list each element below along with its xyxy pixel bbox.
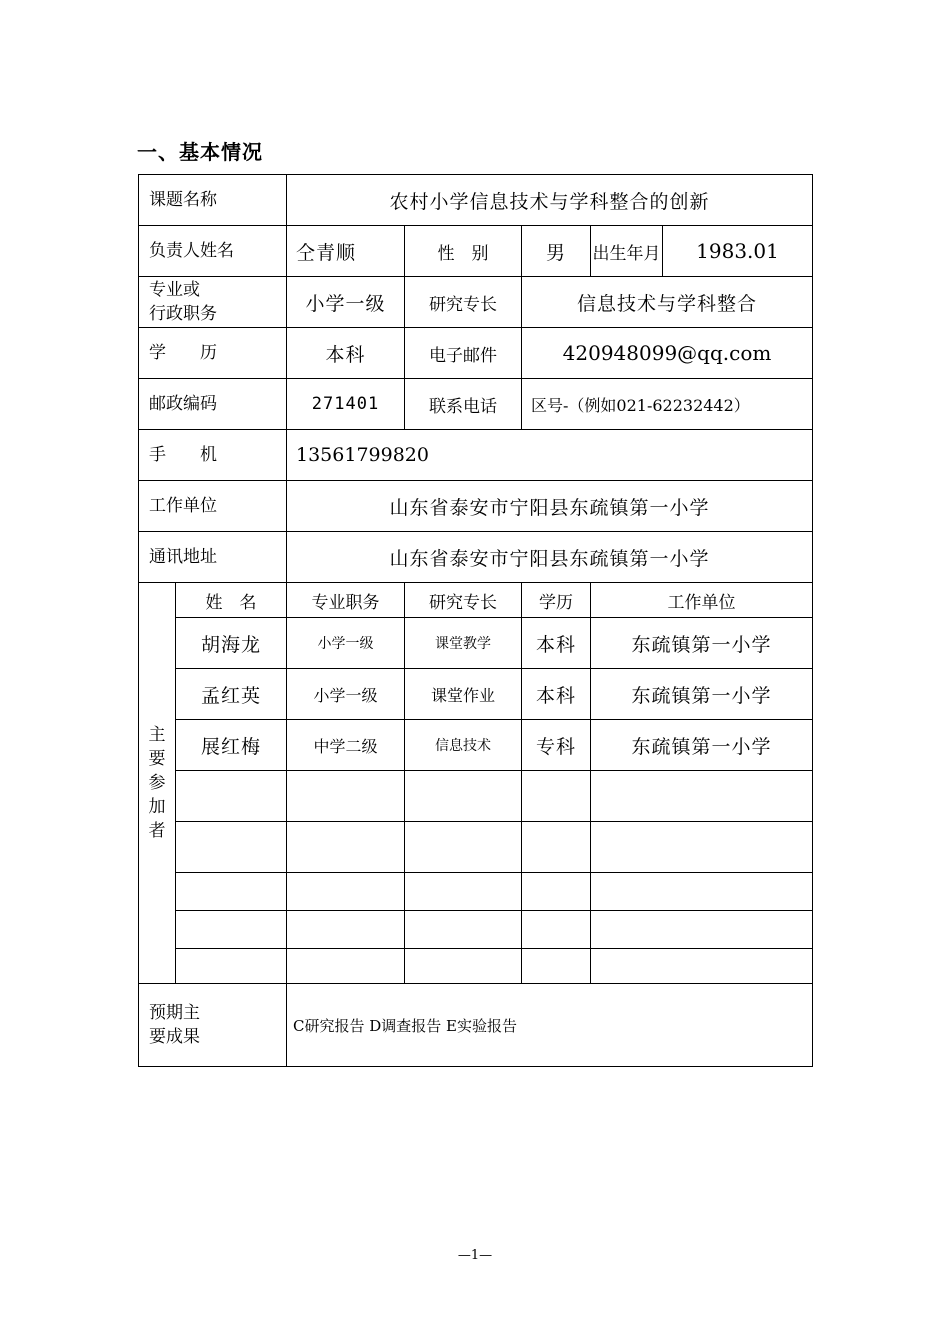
leader-value[interactable]: 仝青顺: [287, 226, 405, 277]
email-label: 电子邮件: [405, 328, 522, 379]
row-leader: [139, 226, 813, 277]
birth-label: 出生年月: [591, 226, 663, 277]
row-address: [139, 532, 813, 583]
phone-label: 联系电话: [405, 379, 522, 430]
education-label: 学 历: [139, 328, 287, 379]
empty-row: [139, 822, 813, 873]
empty-cell[interactable]: [591, 771, 813, 822]
leader-label: 负责人姓名: [139, 226, 287, 277]
title-value[interactable]: 小学一级: [287, 277, 405, 328]
participant-specialty[interactable]: 课堂教学: [405, 618, 522, 669]
results-label: [139, 984, 287, 1067]
empty-row: [139, 911, 813, 949]
specialty-label: 研究专长: [405, 277, 522, 328]
table-row: [139, 669, 813, 720]
empty-cell[interactable]: [405, 911, 522, 949]
topic-label: 课题名称: [139, 175, 287, 226]
empty-cell[interactable]: [405, 949, 522, 984]
empty-cell[interactable]: [287, 873, 405, 911]
empty-cell[interactable]: [287, 771, 405, 822]
empty-cell[interactable]: [287, 949, 405, 984]
participant-education[interactable]: 专科: [522, 720, 591, 771]
address-value[interactable]: 山东省泰安市宁阳县东疏镇第一小学: [287, 532, 813, 583]
results-label-line-2: 要成果: [149, 1027, 200, 1047]
workplace-label: 工作单位: [139, 481, 287, 532]
workplace-value[interactable]: 山东省泰安市宁阳县东疏镇第一小学: [287, 481, 813, 532]
side-char: 加: [148, 797, 166, 817]
participant-name[interactable]: 孟红英: [176, 669, 287, 720]
participant-title[interactable]: 小学一级: [287, 618, 405, 669]
participant-education[interactable]: 本科: [522, 669, 591, 720]
education-value[interactable]: 本科: [287, 328, 405, 379]
side-char: 者: [148, 821, 166, 841]
results-label-line-1: 预期主: [149, 1003, 200, 1023]
results-value[interactable]: C研究报告 D调查报告 E实验报告: [287, 984, 813, 1067]
gender-label: 性 别: [405, 226, 522, 277]
header-workplace: 工作单位: [591, 583, 813, 618]
empty-cell[interactable]: [176, 771, 287, 822]
row-mobile: [139, 430, 813, 481]
participant-workplace[interactable]: 东疏镇第一小学: [591, 618, 813, 669]
empty-cell[interactable]: [176, 949, 287, 984]
participants-header-row: [139, 583, 813, 618]
basic-info-table: [138, 174, 813, 1067]
gender-value[interactable]: 男: [522, 226, 591, 277]
empty-cell[interactable]: [591, 873, 813, 911]
specialty-value[interactable]: 信息技术与学科整合: [522, 277, 813, 328]
participant-education[interactable]: 本科: [522, 618, 591, 669]
address-label: 通讯地址: [139, 532, 287, 583]
section-title: 一、基本情况: [137, 140, 263, 164]
empty-cell[interactable]: [591, 911, 813, 949]
participant-title[interactable]: 小学一级: [287, 669, 405, 720]
participant-title[interactable]: 中学二级: [287, 720, 405, 771]
mobile-value[interactable]: 13561799820: [287, 430, 813, 481]
side-char: 主: [148, 725, 166, 745]
postcode-label: 邮政编码: [139, 379, 287, 430]
empty-cell[interactable]: [591, 949, 813, 984]
participant-name[interactable]: 胡海龙: [176, 618, 287, 669]
row-results: [139, 984, 813, 1067]
participant-specialty[interactable]: 信息技术: [405, 720, 522, 771]
empty-cell[interactable]: [176, 911, 287, 949]
empty-cell[interactable]: [176, 873, 287, 911]
postcode-value[interactable]: 271401: [287, 379, 405, 430]
participant-workplace[interactable]: 东疏镇第一小学: [591, 669, 813, 720]
row-education: [139, 328, 813, 379]
header-specialty: 研究专长: [405, 583, 522, 618]
phone-value[interactable]: 区号-（例如021-62232442）: [522, 379, 813, 430]
table-row: [139, 720, 813, 771]
topic-value[interactable]: 农村小学信息技术与学科整合的创新: [287, 175, 813, 226]
row-workplace: [139, 481, 813, 532]
table-row: [139, 618, 813, 669]
empty-cell[interactable]: [405, 873, 522, 911]
empty-cell[interactable]: [405, 771, 522, 822]
birth-value[interactable]: 1983.01: [663, 226, 813, 277]
empty-cell[interactable]: [522, 873, 591, 911]
empty-cell[interactable]: [287, 822, 405, 873]
side-char: 要: [148, 749, 166, 769]
empty-cell[interactable]: [176, 822, 287, 873]
side-char: 参: [148, 773, 166, 793]
empty-cell[interactable]: [287, 911, 405, 949]
title-label: [139, 277, 287, 328]
empty-cell[interactable]: [405, 822, 522, 873]
empty-cell[interactable]: [522, 911, 591, 949]
header-name: 姓 名: [176, 583, 287, 618]
empty-cell[interactable]: [591, 822, 813, 873]
title-label-line-1: 专业或: [149, 280, 200, 300]
mobile-label: 手 机: [139, 430, 287, 481]
header-education: 学历: [522, 583, 591, 618]
empty-cell[interactable]: [522, 822, 591, 873]
participant-specialty[interactable]: 课堂作业: [405, 669, 522, 720]
header-title: 专业职务: [287, 583, 405, 618]
title-label-line-2: 行政职务: [149, 304, 217, 324]
empty-cell[interactable]: [522, 771, 591, 822]
empty-cell[interactable]: [522, 949, 591, 984]
participant-workplace[interactable]: 东疏镇第一小学: [591, 720, 813, 771]
empty-row: [139, 873, 813, 911]
page-number: —1—: [457, 1248, 493, 1263]
participant-name[interactable]: 展红梅: [176, 720, 287, 771]
participants-side-label: [139, 583, 176, 984]
email-value[interactable]: 420948099@qq.com: [522, 328, 813, 379]
row-topic: [139, 175, 813, 226]
row-postcode: [139, 379, 813, 430]
row-title: [139, 277, 813, 328]
empty-row: [139, 771, 813, 822]
empty-row: [139, 949, 813, 984]
